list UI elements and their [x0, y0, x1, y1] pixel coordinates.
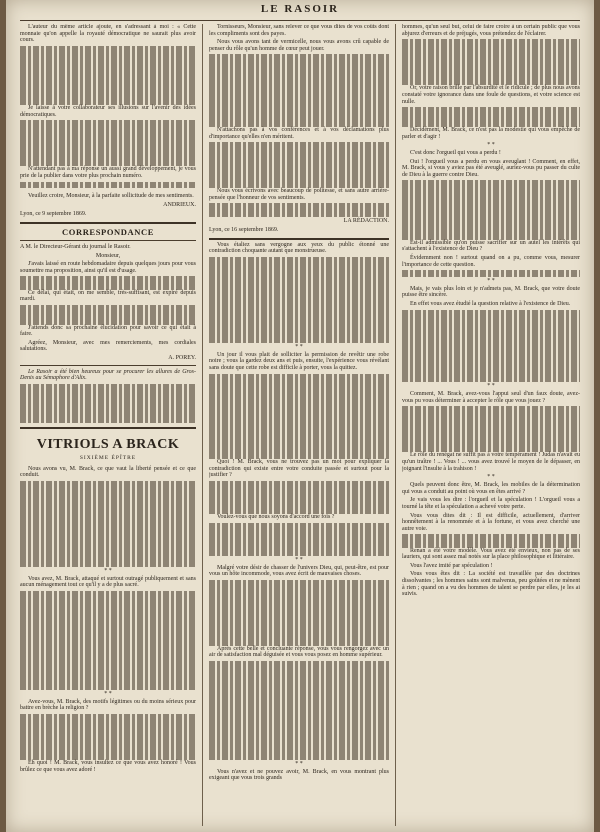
dateline: Lyon, ce 16 septembre 1869.	[209, 227, 279, 234]
text-line	[20, 611, 196, 618]
signature: ANDRIEUX.	[163, 201, 196, 208]
text-line	[209, 632, 389, 639]
text-line	[209, 330, 389, 337]
text-line	[209, 182, 389, 189]
text-line	[209, 619, 389, 626]
text-line	[20, 46, 196, 53]
text-line	[209, 549, 389, 556]
paragraph: Vous vous dites dit : Il est difficile, actuellement, d'arriver honnêtement à la renommée et à la fortune, et vous avez cherché une autre voie.	[402, 512, 580, 532]
text-line	[209, 420, 389, 427]
text-line	[209, 107, 389, 114]
text-line	[402, 59, 580, 66]
text-line	[209, 501, 389, 508]
paragraph: Avez-vous, M. Brack, des motifs légitimes ou du moins sérieux pour battre en brèche la religion ?	[20, 698, 196, 712]
section-rule	[20, 427, 196, 429]
text-line	[209, 433, 389, 440]
paragraph: Le rôle du renégat ne suffit pas à votre tempérament ! Judas n'avait eu qu'un traître ! ... Vous ! ... vous avez trouvé le moyen de le dépasser, en joignant l'insulte à la trahison !	[402, 452, 580, 472]
paragraph: Quoi ! M. Brack, vous ne trouvez pas un mot pour expliquer la contradiction qui existe entre votre conduite passée et surtout pour la justifier ?	[209, 459, 389, 479]
paragraph: Agréez, Monsieur, avec mes remerciements, mes cordiales salutations.	[20, 339, 196, 353]
text-line	[20, 624, 196, 631]
text-line	[209, 481, 389, 488]
text-line	[209, 336, 389, 343]
section-title-correspondance: CORRESPONDANCE	[62, 227, 154, 238]
column-3	[402, 24, 580, 828]
text-line	[402, 66, 580, 73]
text-line	[20, 740, 196, 747]
section-rule	[20, 365, 196, 366]
text-line	[20, 747, 196, 754]
text-line	[209, 74, 389, 81]
text-line	[402, 413, 580, 420]
text-line	[20, 547, 196, 554]
text-line	[209, 175, 389, 182]
text-line	[402, 349, 580, 356]
asterism: * *	[104, 690, 112, 697]
text-line	[209, 374, 389, 381]
text-line	[402, 446, 580, 453]
text-line	[209, 310, 389, 317]
paragraph: Un jour il vous plait de solliciter la permission de revêtir une robe noire ; vous la gardez deux ans et puis, ensuite, l'expérience vous révélant sans doute que cette robe est difficile à porter, vous la quittez.	[209, 351, 389, 371]
text-line	[402, 207, 580, 214]
text-line	[209, 168, 389, 175]
paragraph: hommes, qu'un seul but, celui de faire croire à un certain public que vous abjurez d'erreurs et de préjugés, vous prétendez de l'éclairer.	[402, 24, 580, 37]
asterism: * *	[295, 556, 303, 563]
text-line	[209, 114, 389, 121]
text-line	[209, 323, 389, 330]
text-line	[209, 380, 389, 387]
text-line	[20, 99, 196, 106]
text-line	[402, 419, 580, 426]
text-line	[209, 606, 389, 613]
text-line	[20, 153, 196, 160]
text-line	[20, 140, 196, 147]
newspaper-page	[6, 0, 594, 832]
paragraph: Oui ! l'orgueil vous a perdu en vous aveuglant ! Comment, en effet, M. Brack, si vous y aviez pas été aveuglé, auriez-vous pu passer du culte de Dieu à la guerre contre Dieu.	[402, 158, 580, 178]
text-line	[209, 613, 389, 620]
text-line	[20, 754, 196, 761]
text-line	[20, 604, 196, 611]
text-line	[209, 413, 389, 420]
text-line	[402, 120, 580, 127]
text-line	[402, 213, 580, 220]
text-line	[20, 540, 196, 547]
text-line	[402, 439, 580, 446]
column-2	[209, 24, 389, 828]
asterism: * *	[104, 567, 112, 574]
text-line	[209, 81, 389, 88]
text-line	[209, 747, 389, 754]
text-line	[209, 586, 389, 593]
text-line	[402, 323, 580, 330]
text-line	[20, 59, 196, 66]
text-line	[20, 721, 196, 728]
asterism: * *	[295, 343, 303, 350]
text-line	[20, 507, 196, 514]
text-line	[20, 134, 196, 141]
text-line	[402, 233, 580, 240]
paragraph: Est-il admissible qu'on puisse sacrifier sur un autel les intérêts qui s'attachent à l'existence de Dieu ?	[402, 239, 580, 253]
text-line	[20, 657, 196, 664]
text-line	[402, 336, 580, 343]
text-line	[209, 523, 389, 530]
paragraph: N'attachons pas à vos conférences et à vos déclamations plus d'importance qu'elles n'en méritent.	[209, 126, 389, 140]
editorial-note: Le Rasoir a été bien heureux pour se procurer les allures de Gros-Denis au Sémaphore d'Alix.	[20, 368, 196, 382]
text-line	[402, 39, 580, 46]
paragraph: Vous l'avez imité par spéculation !	[410, 562, 493, 569]
addressee: A M. le Directeur-Gérant du journal le Rasoir.	[20, 244, 131, 251]
paragraph: Comment, M. Brack, avez-vous l'appui seul d'un faux doute, avez-vous pu vous déterminer à accepter le rôle que vous jouez ?	[402, 391, 580, 404]
text-line	[209, 674, 389, 681]
text-line	[20, 494, 196, 501]
text-line	[209, 162, 389, 169]
text-line	[209, 120, 389, 127]
paragraph: Après cette belle et concluante réponse, vous vous rengorgez avec un air de satisfaction mal déguisée et vous vous posez en homme supérieur.	[209, 645, 389, 659]
text-line	[402, 534, 580, 541]
text-line	[209, 149, 389, 156]
text-line	[209, 400, 389, 407]
text-line	[402, 46, 580, 53]
text-line	[20, 120, 196, 127]
text-line	[20, 670, 196, 677]
text-line	[209, 453, 389, 460]
text-line	[402, 329, 580, 336]
signature: A. POREY.	[168, 354, 196, 361]
text-line	[209, 101, 389, 108]
text-line	[209, 277, 389, 284]
text-line	[20, 631, 196, 638]
text-line	[20, 417, 196, 424]
text-line	[209, 316, 389, 323]
text-line	[402, 433, 580, 440]
text-line	[209, 68, 389, 75]
text-line	[402, 79, 580, 86]
text-line	[20, 397, 196, 404]
text-line	[20, 390, 196, 397]
asterism: * *	[487, 142, 495, 149]
text-line	[402, 220, 580, 227]
paragraph: Vous avez, M. Brack, attaqué et surtout outragé publiquement et sans aucun ménagement tout ce qu'il y a de plus sacré.	[20, 575, 196, 589]
text-line	[209, 687, 389, 694]
text-line	[402, 227, 580, 234]
text-line	[20, 664, 196, 671]
text-line	[20, 650, 196, 657]
asterism: * *	[487, 383, 495, 390]
paragraph: Nous vous avons tant de vermicelle, nous vous avons crû capable de penser du rôle qu'un homme de cœur peut jouer.	[209, 39, 389, 52]
text-line	[20, 644, 196, 651]
section-rule	[209, 238, 389, 240]
text-line	[402, 194, 580, 201]
paragraph: Renan a été votre modèle. Vous avez été envieux, non pas de ses lauriers, qui sont assez mal notés sur la place philosophique et littéraire.	[402, 547, 580, 561]
text-line	[20, 527, 196, 534]
asterism: * *	[487, 277, 495, 284]
masthead: LE RASOIR	[260, 3, 340, 15]
text-line	[20, 514, 196, 521]
paragraph: Eh quoi ! M. Brack, vous insultez ce que vous avez honoré ! Vous brûlez ce que vous avez adoré !	[20, 760, 196, 773]
paragraph: L'auteur du même article ajoute, en s'adressant à moi : « Cette monnaie qu'on appelle la royauté démocratique ne saurait plus avoir cours.	[20, 24, 196, 44]
text-line	[209, 593, 389, 600]
paragraph: J'avais laissé en route hebdomadaire depuis quelques jours pour vous soumettre ma proposition, ainsi qu'il est d'usage.	[20, 261, 196, 274]
text-line	[209, 694, 389, 701]
text-line	[20, 410, 196, 417]
text-line	[209, 661, 389, 668]
text-line	[209, 753, 389, 760]
text-line	[402, 406, 580, 413]
text-line	[20, 727, 196, 734]
text-line	[209, 740, 389, 747]
text-line	[20, 283, 196, 290]
text-line	[20, 501, 196, 508]
text-line	[20, 591, 196, 598]
text-line	[20, 311, 196, 318]
text-line	[209, 542, 389, 549]
article-subtitle: SIXIÈME ÉPÎTRE	[79, 455, 137, 462]
dateline: Lyon, ce 9 septembre 1869.	[20, 211, 87, 218]
text-line	[402, 72, 580, 79]
text-line	[209, 580, 389, 587]
text-line	[402, 541, 580, 548]
masthead-rule	[20, 20, 580, 21]
text-line	[209, 297, 389, 304]
text-line	[209, 387, 389, 394]
text-line	[209, 87, 389, 94]
text-line	[209, 707, 389, 714]
signature: LA RÉDACTION.	[343, 217, 389, 224]
text-line	[209, 264, 389, 271]
text-line	[209, 446, 389, 453]
text-line	[402, 180, 580, 187]
text-line	[20, 404, 196, 411]
text-line	[402, 310, 580, 317]
text-line	[209, 507, 389, 514]
text-line	[209, 61, 389, 68]
text-line	[20, 481, 196, 488]
text-line	[402, 376, 580, 383]
text-line	[20, 318, 196, 325]
article-title: VITRIOLS A BRACK	[36, 437, 180, 453]
text-line	[209, 639, 389, 646]
text-line	[209, 600, 389, 607]
text-line	[209, 488, 389, 495]
text-line	[20, 276, 196, 283]
paragraph: Je laisse à votre collaborateur ses illusions sur l'avenir des idées démocratiques.	[20, 105, 196, 118]
text-line	[209, 406, 389, 413]
text-line	[209, 681, 389, 688]
salutation: Monsieur,	[95, 252, 121, 259]
paragraph: C'est donc l'orgueil qui vous a perdu !	[410, 150, 501, 157]
text-line	[20, 488, 196, 495]
section-rule	[20, 222, 196, 224]
paragraph: Voulez-vous que nous soyons d'accord une fois ?	[217, 513, 335, 520]
text-line	[20, 305, 196, 312]
text-line	[402, 187, 580, 194]
text-line	[209, 494, 389, 501]
text-line	[402, 356, 580, 363]
paragraph: Vous n'avez et ne pouvez avoir, M. Brack, en vous montrant plus exigeant que vous trois grands	[209, 768, 389, 782]
text-line	[20, 598, 196, 605]
text-line	[20, 182, 196, 189]
section-rule	[20, 240, 196, 241]
text-line	[209, 94, 389, 101]
text-line	[209, 439, 389, 446]
paragraph: En effet vous avez étudié la question relative à l'existence de Dieu.	[410, 300, 571, 307]
text-line	[402, 200, 580, 207]
text-line	[209, 283, 389, 290]
text-line	[209, 393, 389, 400]
column-rule	[202, 24, 203, 826]
paragraph: Évidemment non ! surtout quand on a pu, comme vous, mesurer l'importance de cette question.	[402, 255, 580, 268]
paragraph: Nous avons vu, M. Brack, ce que vaut la liberté pensée et ce que conduit.	[20, 465, 196, 479]
text-line	[402, 369, 580, 376]
text-line	[209, 667, 389, 674]
text-line	[209, 727, 389, 734]
text-line	[209, 720, 389, 727]
closing: Veuillez croire, Monsieur, à la parfaite sollicitude de mes sentiments.	[28, 193, 194, 200]
text-line	[20, 66, 196, 73]
text-line	[402, 343, 580, 350]
paragraph: Mais, je vais plus loin et je n'admets pas, M. Brack, que votre doute puisse être sincère.	[402, 285, 580, 299]
text-line	[209, 626, 389, 633]
text-line	[20, 160, 196, 167]
paragraph: Décidément, M. Brack, ce n'est pas la modestie qui vous empêche de parler et d'agir !	[402, 126, 580, 140]
text-line	[20, 52, 196, 59]
text-line	[402, 316, 580, 323]
text-line	[20, 554, 196, 561]
paragraph: J'attends donc sa prochaine élucidation pour savoir ce qui était à faire.	[20, 324, 196, 338]
text-line	[20, 72, 196, 79]
text-line	[20, 734, 196, 741]
text-line	[20, 92, 196, 99]
text-line	[209, 733, 389, 740]
paragraph: Ce délai, qui était, on me semble, très-suffisant, est expiré depuis mardi.	[20, 289, 196, 303]
text-line	[402, 52, 580, 59]
text-line	[20, 637, 196, 644]
paragraph: Tornisseurs, Monsieur, sans relever ce que vous dites de vos coûts dont les compliments sont des payes.	[209, 24, 389, 37]
text-line	[402, 362, 580, 369]
text-line	[20, 79, 196, 86]
text-line	[209, 714, 389, 721]
text-line	[20, 147, 196, 154]
text-line	[20, 127, 196, 134]
text-line	[20, 521, 196, 528]
text-line	[209, 257, 389, 264]
text-line	[209, 290, 389, 297]
text-line	[209, 142, 389, 149]
text-line	[20, 534, 196, 541]
text-line	[20, 683, 196, 690]
paragraph: Malgré votre désir de chasser de l'univers Dieu, qui, peut-être, est pour vous un hôte incommode, vous avez écrit de mauvaises choses.	[209, 564, 389, 578]
paragraph: Or, votre raison brille par l'absurdité et le ridicule ; de plus nous avons constaté votre ignorance dans une foule de questions, et votre science est nulle.	[402, 85, 580, 105]
paragraph: Quels peuvent donc être, M. Brack, les mobiles de la détermination qui vous a conduit au point où vous en êtes arrivé ?	[402, 482, 580, 495]
paragraph: N'attendant pas à ma réponse un aussi grand développement, je vous prie de la publier dans votre plus prochain numéro.	[20, 166, 196, 180]
text-line	[209, 155, 389, 162]
text-line	[209, 203, 389, 210]
text-line	[209, 303, 389, 310]
text-line	[402, 270, 580, 277]
text-line	[209, 54, 389, 61]
paragraph: Vous étaliez sans vergogne aux yeux du public étonné une contradiction choquante autant que monstrueuse.	[209, 241, 389, 255]
text-line	[209, 426, 389, 433]
text-line	[209, 270, 389, 277]
text-line	[20, 384, 196, 391]
asterism: * *	[295, 760, 303, 767]
text-line	[20, 560, 196, 567]
text-line	[209, 210, 389, 217]
asterism: * *	[487, 474, 495, 481]
text-line	[209, 700, 389, 707]
column-rule	[395, 24, 396, 826]
text-line	[402, 426, 580, 433]
paragraph: Je vais vous les dire : l'orgueil et la spéculation ! L'orgueil vous a tourné la tête et la spéculation a achevé votre perte.	[402, 497, 580, 510]
paragraph: Vous vous êtes dit : La société est travaillée par des doctrines dissolvantes ; les hommes sains sont malvenus, peu goûtées et ne mènent à rien ; quand on a vu des hommes de talent se perdre par elles, je les ai suivis.	[402, 571, 580, 598]
text-line	[20, 677, 196, 684]
column-1	[20, 24, 196, 828]
text-line	[20, 617, 196, 624]
text-line	[209, 529, 389, 536]
text-line	[402, 107, 580, 114]
text-line	[209, 536, 389, 543]
text-line	[20, 714, 196, 721]
paragraph: Nous vous écrivons avec beaucoup de politesse, et sans autre arrière-pensée que l'honneur de vos sentiments.	[209, 188, 389, 201]
text-line	[20, 85, 196, 92]
text-line	[402, 114, 580, 121]
